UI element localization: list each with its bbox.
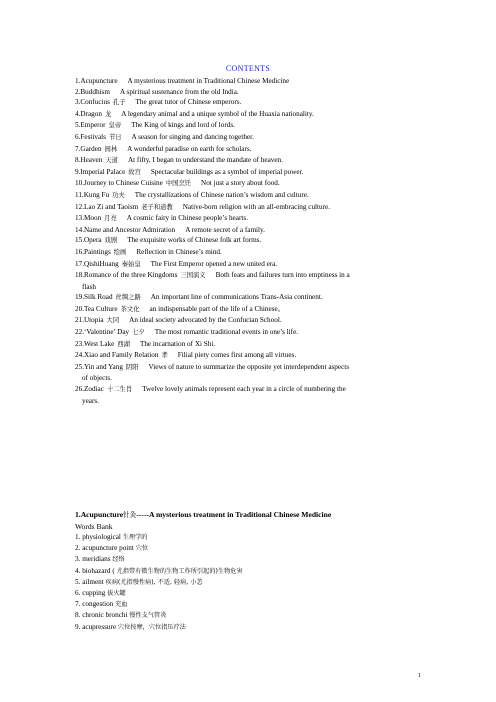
word-number: 9.	[75, 622, 83, 631]
word-english: acupuncture point	[82, 544, 136, 553]
toc-item-chinese: 老子和道教	[141, 203, 173, 211]
toc-item-number: 26.	[75, 385, 84, 394]
word-number: 5.	[75, 577, 83, 586]
toc-item-description: Both feats and failures turn into emptiness in a	[215, 271, 350, 280]
toc-item-title: QishiHuang	[83, 259, 119, 268]
toc-item-number: 18.	[75, 271, 84, 280]
toc-item-number: 12.	[75, 202, 84, 211]
word-english: meridians	[82, 555, 113, 564]
toc-item-title: Kung Fu	[83, 190, 110, 199]
word-english: ailment	[82, 577, 106, 586]
toc-item	[75, 144, 421, 156]
toc-item-number: 11.	[75, 190, 84, 199]
toc-item-number: 4.	[75, 109, 81, 118]
toc-item-description: A spiritual sustenance from the old India.	[119, 87, 239, 96]
toc-item-chinese: 西湖	[117, 340, 130, 348]
toc-item	[75, 247, 421, 259]
section-acupuncture	[75, 509, 421, 633]
toc-item	[75, 202, 421, 214]
toc-item	[75, 132, 421, 144]
toc-item-number: 3.	[75, 98, 81, 107]
words-bank-label: Words Bank	[75, 522, 113, 531]
toc-item-chinese: 十二生肖	[106, 386, 133, 394]
toc-item-description: The crystallizations of Chinese nation’s wisdom and culture.	[134, 190, 309, 199]
toc-item-description: An ideal society advocated by the Confucian School.	[129, 316, 282, 325]
toc-item	[75, 178, 421, 190]
word-number: 1.	[75, 533, 83, 541]
toc-item-title: Journey to Chinese Cuisine	[83, 179, 163, 188]
toc-item	[75, 339, 421, 351]
toc-item	[75, 327, 421, 339]
word-number: 8.	[75, 611, 83, 620]
section-title-cn: 针灸	[123, 511, 137, 519]
toc-item-chinese: 月亮	[104, 215, 117, 223]
toc-item-description: Reflection in Chinese’s mind.	[136, 247, 222, 256]
section-title-rest: -----A mysterious treatment in Traditional Chinese Medicine	[136, 510, 332, 519]
toc-item-description: The great tutor of Chinese emperors.	[135, 98, 242, 107]
word-chinese: 生理学的	[122, 534, 148, 541]
toc-item-title: Lao Zi and Taoism	[83, 202, 139, 211]
toc-item	[75, 259, 421, 271]
word-english: congestion	[82, 600, 116, 609]
toc-item-chinese: 七夕	[132, 329, 145, 337]
toc-item-description: An important line of communications Trans-Asia continent.	[150, 293, 323, 302]
toc-item-chinese: 阴阳	[125, 363, 139, 371]
toc-item-title: Imperial Palace	[80, 167, 126, 176]
toc-item-number: 23.	[75, 339, 84, 348]
page-number: 1	[418, 673, 421, 679]
toc-item-number: 25.	[75, 362, 84, 371]
toc-item-chinese: 园林	[104, 145, 118, 153]
toc-item-description: A legendary animal and a unique symbol of the Huaxia nationality.	[121, 109, 314, 118]
toc-item	[75, 350, 421, 362]
toc-item-description: A season for singing and dancing together.	[131, 132, 254, 141]
words-bank-item	[75, 622, 421, 633]
toc-item-description: The incarnation of Xi Shi.	[139, 339, 216, 348]
toc-item-description: A remote secret of a family.	[185, 225, 265, 234]
toc-item-number: 22.	[75, 328, 84, 337]
toc-item-title: Emperor	[80, 121, 106, 130]
words-bank-item	[75, 532, 421, 543]
toc-item-title: Xiao and Family Relation	[83, 351, 159, 360]
word-chinese: 经络	[112, 556, 125, 564]
toc-item-description: The First Emperor opened a new united era.	[150, 259, 278, 268]
toc-item	[75, 167, 421, 179]
toc-item-number: 19.	[75, 293, 84, 302]
toc-item-title: Acupuncture	[80, 77, 118, 85]
words-bank-item	[75, 599, 421, 610]
word-chinese: 慢性支气管炎	[129, 612, 167, 620]
toc-item-description: The most romantic traditional events in one’s life.	[154, 328, 299, 337]
toc-item-chinese: 茶文化	[120, 305, 140, 313]
toc-item-title: Tea Culture	[83, 304, 118, 313]
toc-item	[75, 362, 421, 384]
toc-item-title: Garden	[80, 144, 102, 153]
words-bank-item	[75, 588, 421, 599]
word-english: acupressure	[82, 622, 118, 631]
toc-item	[75, 213, 421, 225]
toc-item-continuation: years.	[82, 396, 99, 405]
toc-item-number: 14.	[75, 225, 84, 234]
toc-item-description: Twelve lovely animals represent each year in a circle of numbering the	[142, 385, 346, 394]
toc-item	[75, 304, 421, 316]
toc-item-continuation: of objects.	[82, 374, 112, 383]
toc-item-chinese: 丝绸之路	[115, 294, 141, 302]
toc-item-description: Filial piety comes first among all virtues.	[177, 351, 297, 360]
word-chinese: 疾病(尤指慢性病), 不适, 轻病, 小恙	[105, 578, 203, 586]
toc-item-number: 8.	[75, 156, 81, 165]
toc-item-title: Paintings	[83, 247, 111, 256]
toc-item-number: 1.	[75, 77, 81, 85]
word-number: 2.	[75, 544, 83, 553]
toc-item	[75, 120, 421, 132]
toc-item-description: The King of kings and lord of lords.	[131, 121, 235, 130]
toc-item-title: Moon	[83, 214, 102, 223]
toc-item-title: Dragon	[80, 109, 102, 118]
toc-item-title: Yin and Yang	[83, 362, 123, 371]
toc-item-number: 2.	[75, 87, 81, 96]
toc-item	[75, 315, 421, 327]
words-bank-item	[75, 566, 421, 577]
toc-item-chinese: 孝	[161, 352, 168, 360]
word-number: 6.	[75, 589, 83, 598]
toc-item-chinese: 龙	[104, 110, 112, 118]
toc-item	[75, 225, 421, 236]
toc-item-number: 10.	[75, 179, 84, 188]
toc-item-chinese: 节日	[108, 133, 122, 141]
words-bank-item	[75, 577, 421, 588]
words-bank-item	[75, 543, 421, 554]
word-chinese: 穴位	[135, 545, 149, 553]
toc-item	[75, 76, 421, 87]
toc-item-number: 15.	[75, 236, 84, 245]
toc-item-description: The exquisite works of Chinese folk art forms.	[127, 236, 262, 245]
toc-item	[75, 155, 421, 167]
toc-item-title: Buddhism	[80, 87, 110, 96]
toc-item-title: ‘Valentine’ Day	[83, 328, 130, 337]
table-of-contents	[75, 76, 421, 406]
toc-item-description: Spectacular buildings as a symbol of imperial power.	[150, 167, 304, 176]
toc-item-number: 6.	[75, 132, 81, 141]
word-chinese: 尤指带有微生物的生物工作所引起的)生物危害	[116, 567, 243, 575]
toc-item-description: an indispensable part of the life of a Chinese。	[149, 304, 285, 313]
toc-item	[75, 109, 421, 121]
toc-item-title: Heaven	[80, 156, 103, 165]
toc-item-chinese: 功夫	[112, 191, 125, 199]
toc-item-description: Native-born religion with an all-embracing culture.	[182, 202, 331, 211]
toc-item	[75, 270, 421, 292]
toc-item-description: A wonderful paradise on earth for scholars.	[127, 144, 252, 153]
words-bank-item	[75, 554, 421, 565]
toc-item-chinese: 中国烹饪	[165, 180, 192, 188]
toc-item-number: 16.	[75, 247, 84, 256]
word-english: cupping	[82, 589, 108, 598]
toc-item-description: Views of nature to summarize the opposite yet interdependent aspects	[148, 362, 350, 371]
word-number: 7.	[75, 600, 83, 609]
toc-item-description: A mysterious treatment in Traditional Chinese Medicine	[127, 77, 290, 85]
toc-item-title: Confucius	[80, 98, 110, 107]
toc-item-chinese: 秦始皇	[121, 260, 141, 268]
section-title-en: 1.Acupuncture	[75, 510, 124, 519]
word-number: 3.	[75, 555, 83, 564]
toc-item	[75, 97, 421, 109]
toc-item-number: 24.	[75, 351, 84, 360]
toc-item-chinese: 天道	[105, 157, 118, 165]
toc-item-title: Silk Road	[83, 293, 113, 302]
toc-item-chinese: 皇帝	[108, 122, 122, 130]
toc-item-number: 21.	[75, 316, 84, 325]
word-chinese: 穴位按摩，穴位指压疗法	[117, 623, 186, 631]
toc-item-chinese: 绘画	[113, 248, 127, 256]
word-number: 4.	[75, 566, 83, 575]
toc-item-title: Utopia	[83, 316, 104, 325]
word-english: physiological	[82, 533, 123, 541]
word-english: biohazard (	[82, 566, 117, 575]
word-english: chronic bronchi	[82, 611, 130, 620]
toc-item-number: 9.	[75, 167, 81, 176]
toc-item-title: West Lake	[83, 339, 115, 348]
toc-item-title: Zodiac	[83, 385, 104, 394]
words-bank-list	[75, 532, 421, 633]
contents-title: CONTENTS	[225, 64, 271, 73]
toc-item-chinese: 大同	[106, 317, 120, 325]
toc-item-description: A cosmic fairy in Chinese people’s hearts.	[126, 214, 248, 223]
word-chinese: 充血	[115, 601, 128, 609]
word-chinese: 拔火罐	[107, 590, 126, 598]
toc-item	[75, 384, 421, 406]
toc-item-number: 17.	[75, 259, 84, 268]
toc-item-continuation: flash	[82, 282, 96, 291]
toc-item-title: Name and Ancestor Admiration	[83, 225, 176, 234]
toc-item-number: 13.	[75, 214, 84, 223]
words-bank-item	[75, 610, 421, 621]
toc-item-description: At fifty, I began to understand the mandate of heaven.	[127, 156, 283, 165]
toc-item-description: Not just a story about food.	[201, 179, 280, 188]
toc-item	[75, 87, 421, 98]
toc-item-title: Festivals	[80, 132, 106, 141]
toc-item-chinese: 孔子	[112, 99, 126, 107]
toc-item-chinese: 三国演义	[180, 272, 206, 280]
toc-item-chinese: 故宫	[128, 168, 141, 176]
toc-item	[75, 190, 421, 202]
toc-item	[75, 292, 421, 304]
section-title	[75, 509, 421, 521]
toc-item-title: Romance of the three Kingdoms	[83, 271, 178, 280]
toc-item-chinese: 戏剧	[104, 237, 118, 245]
toc-item-number: 5.	[75, 121, 81, 130]
toc-item	[75, 235, 421, 247]
toc-item-title: Opera	[83, 236, 102, 245]
toc-item-number: 7.	[75, 144, 81, 153]
toc-item-number: 20.	[75, 304, 84, 313]
